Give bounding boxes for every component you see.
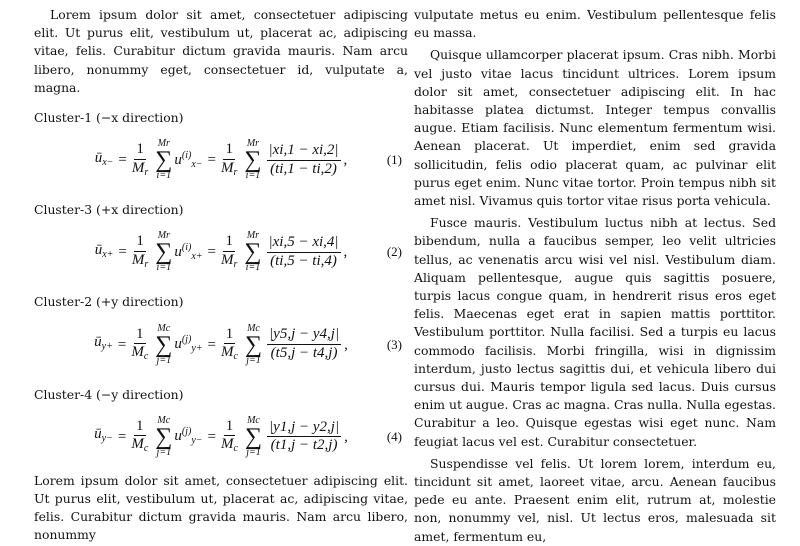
- lhs-subscript: x−: [102, 156, 114, 168]
- cluster-heading: Cluster-2 (+y direction): [34, 294, 184, 310]
- body-paragraph: Quisque ullamcorper placerat ipsum. Cras nibh. Morbi vel justo vitae lacus tincidunt ultrices. Lorem ipsum dolor sit amet, consectetuer adipiscing elit. In hac habitasse platea dictumst. Integer tempus convallis augue. Etiam facilisis. Nunc elementum fermentum wisi. Aenean placerat. Ut imperdiet, enim sed gravida sollicitudin, felis odio placerat quam, ac pulvinar elit purus eget enim. Nunc vitae tortor. Proin tempus nibh sit amet nisl. Vivamus quis tortor vitae risus porta vehicula.: [414, 47, 776, 209]
- cluster-heading: Cluster-1 (−x direction): [34, 110, 184, 126]
- equation-number: (4): [386, 428, 402, 444]
- cluster-heading: Cluster-3 (+x direction): [34, 202, 184, 218]
- denominator: (ti,1 − ti,2): [270, 160, 337, 177]
- right-column: [414, 6, 776, 546]
- equation: $ū_{x-}$ = $\frac{1}{M_r}$ Mr ∑ i=1 $u^{(i)}_{x-}$ = $\frac{1}{M_r}$ Mr ∑ i=1 $\frac{|xi,1 - xi,2|}{(ti,1 - ti,2)}$ , (1): [94, 138, 402, 182]
- left-column: [34, 6, 408, 545]
- body-paragraph: Fusce mauris. Vestibulum luctus nibh at lectus. Sed bibendum, nulla a faucibus semper, leo velit ultricies tellus, ac venenatis arcu wisi vel nisl. Vestibulum diam. Aliquam pellentesque, augue quis sagittis posuere, turpis lacus congue quam, in hendrerit risus eros eget felis. Maecenas eget erat in sapien mattis porttitor. Vestibulum porttitor. Nulla facilisi. Sed a turpis eu lacus commodo facilisis. Morbi fringilla, wisi in dignissim interdum, justo lectus sagittis dui, et vehicula libero dui cursus dui. Mauris tempor ligula sed lacus. Duis cursus enim ut augue. Cras ac magna. Cras nulla. Nulla egestas. Curabitur a leo. Quisque egestas wisi eget nunc. Nam feugiat lacus vel est. Curabitur consectetuer.: [414, 215, 776, 449]
- numerator: |xi,1 − xi,2|: [267, 143, 341, 161]
- equation-block: [34, 293, 408, 373]
- equation: $ū_{x+}$ = $\frac{1}{M_r}$ Mr ∑ i=1 $u^{(i)}_{x+}$ = $\frac{1}{M_r}$ Mr ∑ i=1 $\frac{|xi,5 - xi,4|}{(ti,5 - ti,4)}$ , (2): [94, 230, 402, 274]
- closing-paragraph: Lorem ipsum dolor sit amet, consectetuer adipiscing elit. Ut purus elit, vestibulum ut, placerat ac, adipiscing vitae, felis. Curabitur dictum gravida mauris. Nam arcu libero, nonummy: [34, 472, 408, 543]
- equation-block: [34, 109, 408, 189]
- continuation-paragraph: vulputate metus eu enim. Vestibulum pellentesque felis eu massa.: [414, 7, 776, 41]
- body-paragraph: Suspendisse vel felis. Ut lorem lorem, interdum eu, tincidunt sit amet, laoreet vitae, arcu. Aenean faucibus pede eu ante. Praesent enim elit, rutrum at, molestie non, nonummy vel, nisl. Ut lectus eros, malesuada sit amet, fermentum eu,: [414, 455, 776, 544]
- equation-number: (2): [386, 244, 402, 260]
- equation-number: (1): [386, 152, 402, 168]
- cluster-heading: Cluster-4 (−y direction): [34, 386, 184, 402]
- equation-block: [34, 201, 408, 281]
- intro-paragraph: Lorem ipsum dolor sit amet, consectetuer adipiscing elit. Ut purus elit, vestibulum ut, placerat ac, adipiscing vitae, felis. Curabitur dictum gravida mauris. Nam arcu libero, nonummy eget, consectetuer id, vulputate a, magna.: [34, 7, 408, 95]
- equation-number: (3): [386, 336, 402, 352]
- equation-block: [34, 386, 408, 466]
- equation: $ū_{y+}$ = $\frac{1}{M_c}$ Mc ∑ j=1 $u^{(j)}_{y+}$ = $\frac{1}{M_c}$ Mc ∑ j=1 $\frac{|y5,j - y4,j|}{(t5,j - t4,j)}$ , (3): [94, 322, 402, 366]
- equation: $ū_{y-}$ = $\frac{1}{M_c}$ Mc ∑ j=1 $u^{(j)}_{y-}$ = $\frac{1}{M_c}$ Mc ∑ j=1 $\frac{|y1,j - y2,j|}{(t1,j - t2,j)}$ , (4): [94, 414, 402, 458]
